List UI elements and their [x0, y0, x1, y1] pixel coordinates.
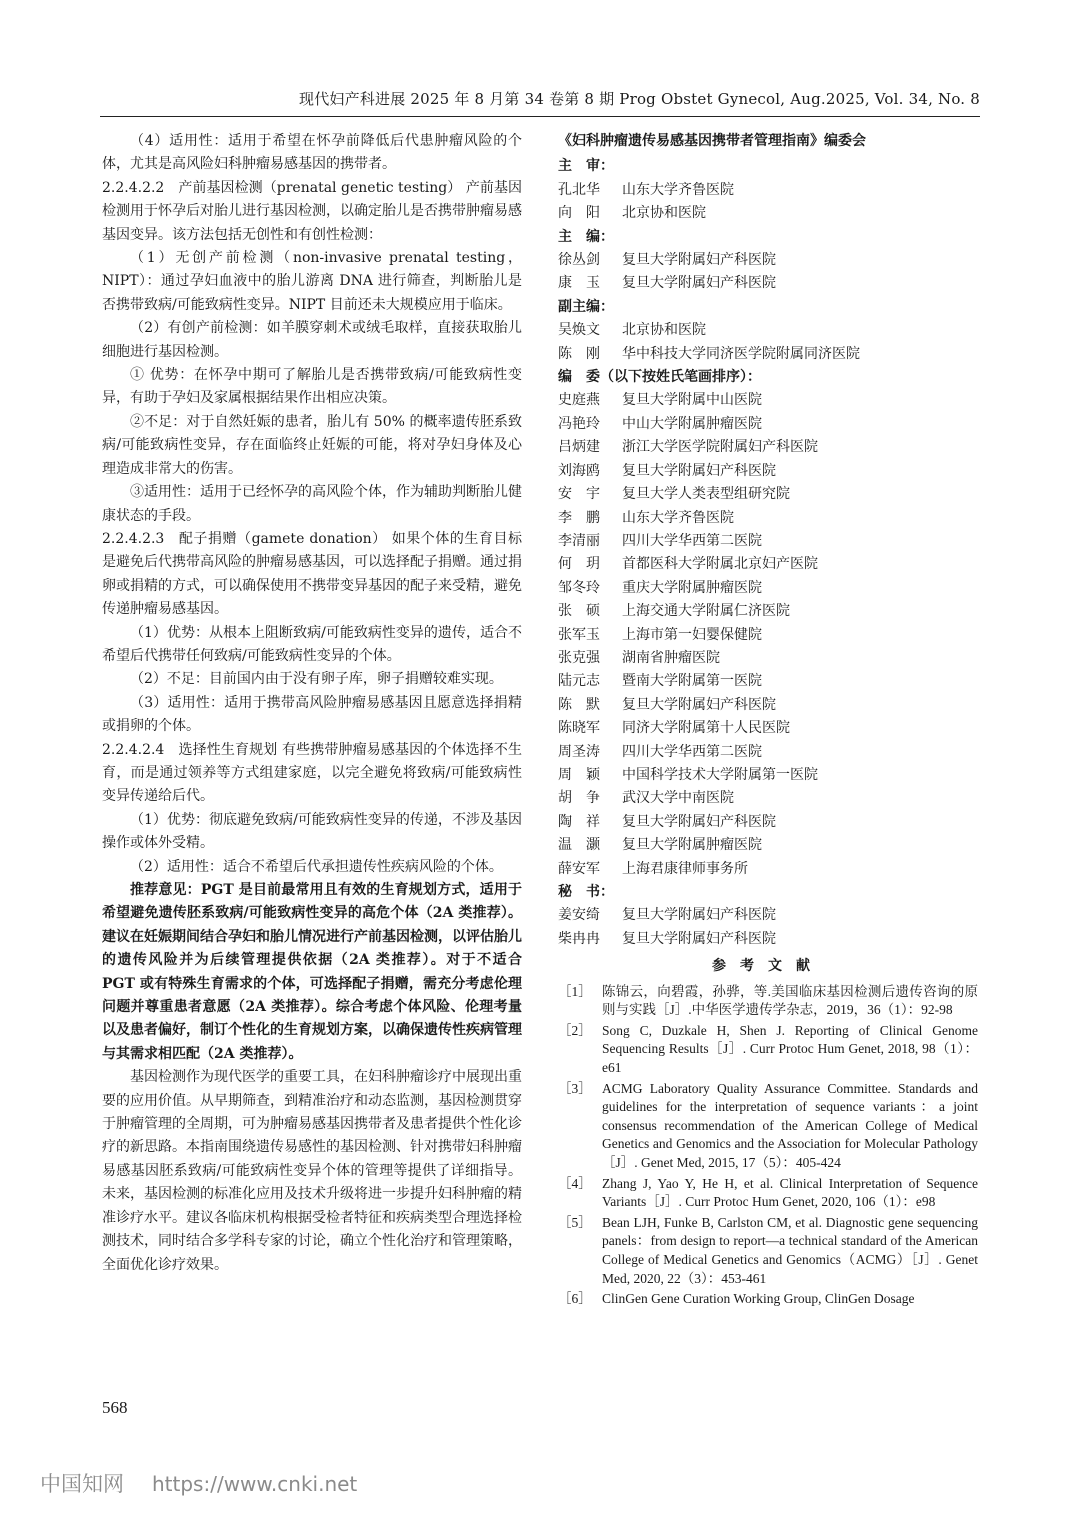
paragraph: ① 优势：在怀孕中期可了解胎儿是否携带致病/可能致病性变异，有助于孕妇及家属根据结果作出相应决策。: [102, 367, 522, 407]
reference-number: ［4］: [558, 1175, 592, 1191]
section-number: 2.2.4.2.3: [102, 530, 165, 547]
committee-member: [558, 530, 978, 553]
committee-member: [558, 202, 978, 225]
member-organization: 复旦大学附属妇产科医院: [622, 813, 776, 830]
references-list: [558, 983, 978, 1309]
member-organization: 同济大学附属第十人民医院: [622, 720, 790, 737]
member-organization: 山东大学齐鲁医院: [622, 181, 734, 198]
member-name: 柴冉冉: [558, 930, 600, 947]
committee-member: [558, 436, 978, 459]
header-rule: [100, 116, 980, 117]
reference-item: [558, 1214, 978, 1288]
committee-role: 主 审：: [558, 158, 614, 175]
right-column: [558, 130, 978, 1311]
committee-member: [558, 553, 978, 576]
committee-role: 主 编：: [558, 228, 614, 245]
reference-item: [558, 1175, 978, 1212]
committee-member: [558, 670, 978, 693]
committee-member: [558, 413, 978, 436]
member-name: 张克强: [558, 649, 600, 666]
member-organization: 中山大学附属肿瘤医院: [622, 415, 762, 432]
member-organization: 湖南省肿瘤医院: [622, 649, 720, 666]
committee-member: [558, 834, 978, 857]
committee-member: [558, 694, 978, 717]
committee-role: 编 委（以下按姓氏笔画排序）：: [558, 369, 761, 386]
member-name: 刘海鸥: [558, 462, 600, 479]
paragraph: ②不足：对于自然妊娠的患者，胎儿有 50% 的概率遗传胚系致病/可能致病性变异，存在面临终止妊娠的可能，将对孕妇身体及心理造成非常大的伤害。: [102, 413, 522, 477]
committee-member: [558, 249, 978, 272]
section-text: 产前基因检测（prenatal genetic testing） 产前基因检测用于怀孕后对胎儿进行基因检测，以确定胎儿是否携带肿瘤易感基因变异。该方法包括无创性和有创性检测：: [102, 179, 522, 243]
section-number: 2.2.4.2.2: [102, 179, 165, 196]
section-heading-2-2-4-2-2: [102, 177, 522, 247]
reference-text: Song C, Duzkale H, Shen J. Reporting of Clinical Genome Sequencing Results［J］. Curr Protoc Hum Genet, 2018, 98（1）：e61: [602, 1022, 978, 1075]
member-name: 胡 争: [558, 790, 600, 807]
paragraph: （2）有创产前检测：如羊膜穿刺术或绒毛取样，直接获取胎儿细胞进行基因检测。: [102, 320, 522, 360]
member-organization: 上海君康律师事务所: [622, 860, 748, 877]
member-organization: 中国科学技术大学附属第一医院: [622, 766, 818, 783]
member-organization: 浙江大学医学院附属妇产科医院: [622, 439, 818, 456]
member-organization: 华中科技大学同济医学院附属同济医院: [622, 345, 860, 362]
reference-text: ClinGen Gene Curation Working Group, ClinGen Dosage: [602, 1291, 915, 1307]
reference-item: [558, 1080, 978, 1173]
member-name: 张 硕: [558, 603, 600, 620]
member-name: 李 鹏: [558, 509, 600, 526]
section-heading-2-2-4-2-4: [102, 739, 522, 809]
committee-member: [558, 647, 978, 670]
member-name: 陆元志: [558, 673, 600, 690]
member-name: 姜安绮: [558, 907, 600, 924]
member-name: 安 宇: [558, 486, 600, 503]
running-header: 现代妇产科进展 2025 年 8 月第 34 卷第 8 期 Prog Obstet Gynecol, Aug.2025, Vol. 34, No. 8: [299, 90, 980, 108]
paragraph: （1）无创产前检测（non-invasive prenatal testing，NIPT）：通过孕妇血液中的胎儿游离 DNA 进行筛查，判断胎儿是否携带致病/可能致病性变异。NIPT 目前还未大规模应用于临床。: [102, 250, 522, 313]
committee-member: [558, 811, 978, 834]
paragraph: （2）不足：目前国内由于没有卵子库，卵子捐赠较难实现。: [130, 671, 503, 688]
member-organization: 复旦大学附属妇产科医院: [622, 930, 776, 947]
member-organization: 武汉大学中南医院: [622, 790, 734, 807]
reference-number: ［1］: [558, 983, 592, 999]
committee-member: [558, 764, 978, 787]
member-name: 周 颖: [558, 766, 600, 783]
member-name: 薛安军: [558, 860, 600, 877]
committee-member: [558, 904, 978, 927]
committee-member: [558, 507, 978, 530]
reference-text: Bean LJH, Funke B, Carlston CM, et al. Diagnostic gene sequencing panels：from design to report—a technical standard of the American College of Medical Genetics and Genomics（ACMG）［J］. Genet Med, 2020, 22（3）：453-461: [602, 1214, 978, 1286]
committee-title: 《妇科肿瘤遗传易感基因携带者管理指南》编委会: [558, 133, 866, 149]
committee-member: [558, 272, 978, 295]
paragraph: （3）适用性：适用于携带高风险肿瘤易感基因且愿意选择捐精或捐卵的个体。: [102, 694, 522, 735]
committee-member: [558, 600, 978, 623]
footer-brand: 中国知网: [40, 1472, 124, 1496]
section-text: 选择性生育规划 有些携带肿瘤易感基因的个体选择不生育，而是通过领养等方式组建家庭，以完全避免将致病/可能致病性变异传递给后代。: [102, 741, 522, 805]
member-organization: 复旦大学附属妇产科医院: [622, 252, 776, 269]
member-name: 周圣涛: [558, 743, 600, 760]
member-name: 冯艳玲: [558, 415, 600, 432]
committee-member: [558, 483, 978, 506]
page-number: 568: [102, 1398, 128, 1417]
committee-member: [558, 928, 978, 951]
section-text: 配子捐赠（gamete donation） 如果个体的生育目标是避免后代携带高风险的肿瘤易感基因，可以选择配子捐赠。通过捐卵或捐精的方式，可以确保使用不携带变异基因的配子来受精，避免传递肿瘤易感基因。: [102, 530, 522, 618]
footer-watermark: [40, 1468, 357, 1498]
section-number: 2.2.4.2.4: [102, 741, 165, 758]
member-name: 向 阳: [558, 205, 600, 222]
member-organization: 北京协和医院: [622, 322, 706, 339]
recommendation-paragraph: 推荐意见：PGT 是目前最常用且有效的生育规划方式，适用于希望避免遗传胚系致病/可能致病性变异的高危个体（2A 类推荐）。建议在妊娠期间结合孕妇和胎儿情况进行产前基因检测，以评估胎儿的遗传风险并为后续管理提供依据（2A 类推荐）。对于不适合 PGT 或有特殊生育需求的个体，可选择配子捐赠，需充分考虑伦理问题并尊重患者意愿（2A 类推荐）。综合考虑个体风险、伦理考量以及患者偏好，制订个性化的生育规划方案，以确保遗传性疾病管理与其需求相匹配（2A 类推荐）。: [102, 882, 522, 1062]
committee-member: [558, 717, 978, 740]
reference-number: ［6］: [558, 1291, 592, 1307]
committee-role: 秘 书：: [558, 884, 614, 900]
member-name: 吕炳建: [558, 439, 600, 456]
member-organization: 暨南大学附属第一医院: [622, 673, 762, 690]
footer-url[interactable]: https://www.cnki.net: [152, 1472, 358, 1496]
member-name: 张军玉: [558, 626, 600, 643]
member-organization: 北京协和医院: [622, 205, 706, 222]
committee-role: 副主编：: [558, 298, 614, 315]
member-name: 吴焕文: [558, 322, 600, 339]
paragraph: （1）优势：从根本上阻断致病/可能致病性变异的遗传，适合不希望后代携带任何致病/可能致病性变异的个体。: [102, 624, 522, 664]
member-organization: 山东大学齐鲁医院: [622, 509, 734, 526]
section-heading-2-2-4-2-3: [102, 528, 522, 622]
references-title: 参考文献: [712, 958, 824, 975]
member-organization: 复旦大学附属妇产科医院: [622, 275, 776, 292]
committee-member: [558, 741, 978, 764]
committee-list: [558, 155, 978, 951]
member-organization: 复旦大学附属妇产科医院: [622, 696, 776, 713]
member-name: 陈 默: [558, 696, 600, 713]
member-organization: 上海交通大学附属仁济医院: [622, 603, 790, 620]
conclusion-paragraph: 基因检测作为现代医学的重要工具，在妇科肿瘤诊疗中展现出重要的应用价值。从早期筛查，到精准治疗和动态监测，基因检测贯穿于肿瘤管理的全周期，可为肿瘤易感基因携带者及患者提供个性化诊疗的新思路。本指南围绕遗传易感性的基因检测、针对携带妇科肿瘤易感基因胚系致病/可能致病性变异个体的管理等提供了详细指导。未来，基因检测的标准化应用及技术升级将进一步提升妇科肿瘤的精准诊疗水平。建议各临床机构根据受检者特征和疾病类型合理选择检测技术，同时结合多学科专家的讨论，确立个性化治疗和管理策略，全面优化诊疗效果。: [102, 1069, 522, 1273]
member-name: 何 玥: [558, 556, 600, 573]
member-name: 温 灏: [558, 837, 600, 854]
member-name: 孔北华: [558, 181, 600, 198]
member-organization: 首都医科大学附属北京妇产医院: [622, 556, 818, 573]
member-name: 康 玉: [558, 275, 600, 292]
member-name: 陈 刚: [558, 345, 600, 362]
paragraph: ③适用性：适用于已经怀孕的高风险个体，作为辅助判断胎儿健康状态的手段。: [102, 484, 522, 524]
reference-text: 陈锦云，向碧霞，孙骅，等.美国临床基因检测后遗传咨询的原则与实践［J］.中华医学遗传学杂志，2019，36（1）：92-98: [602, 983, 978, 1018]
committee-member: [558, 624, 978, 647]
member-organization: 上海市第一妇婴保健院: [622, 626, 762, 643]
member-name: 李清丽: [558, 532, 600, 549]
reference-item: [558, 1022, 978, 1078]
reference-text: ACMG Laboratory Quality Assurance Committee. Standards and guidelines for the interpretation of sequence variants：a joint consensus recommendation of the American College of Medical Genetics and Genomics and the Association for Molecular Pathology［J］. Genet Med, 2015, 17（5）：405-424: [602, 1080, 978, 1170]
member-organization: 四川大学华西第二医院: [622, 532, 762, 549]
reference-text: Zhang J, Yao Y, He H, et al. Clinical Interpretation of Sequence Variants［J］. Curr Protoc Hum Genet, 2020, 106（1）：e98: [602, 1175, 978, 1210]
committee-member: [558, 179, 978, 202]
reference-item: [558, 1290, 978, 1309]
member-organization: 复旦大学人类表型组研究院: [622, 486, 790, 503]
member-name: 史庭燕: [558, 392, 600, 409]
committee-member: [558, 343, 978, 366]
member-organization: 复旦大学附属妇产科医院: [622, 907, 776, 924]
committee-member: [558, 787, 978, 810]
left-column: [102, 130, 522, 1277]
member-organization: 复旦大学附属中山医院: [622, 392, 762, 409]
reference-number: ［3］: [558, 1080, 592, 1096]
member-name: 邹冬玲: [558, 579, 600, 596]
reference-item: [558, 983, 978, 1020]
paragraph: （2）适用性：适合不希望后代承担遗传性疾病风险的个体。: [130, 858, 503, 875]
paragraph: （1）优势：彻底避免致病/可能致病性变异的传递，不涉及基因操作或体外受精。: [102, 811, 522, 852]
reference-number: ［2］: [558, 1022, 592, 1038]
committee-member: [558, 389, 978, 412]
member-name: 陈晓军: [558, 720, 600, 737]
reference-number: ［5］: [558, 1214, 592, 1230]
member-organization: 重庆大学附属肿瘤医院: [622, 579, 762, 596]
committee-member: [558, 460, 978, 483]
committee-member: [558, 319, 978, 342]
committee-member: [558, 858, 978, 881]
member-organization: 四川大学华西第二医院: [622, 743, 762, 760]
member-organization: 复旦大学附属妇产科医院: [622, 462, 776, 479]
committee-member: [558, 577, 978, 600]
member-name: 陶 祥: [558, 813, 600, 830]
paragraph: （4）适用性：适用于希望在怀孕前降低后代患肿瘤风险的个体，尤其是高风险妇科肿瘤易感基因的携带者。: [102, 133, 522, 173]
member-organization: 复旦大学附属肿瘤医院: [622, 837, 762, 854]
member-name: 徐丛剑: [558, 252, 600, 269]
